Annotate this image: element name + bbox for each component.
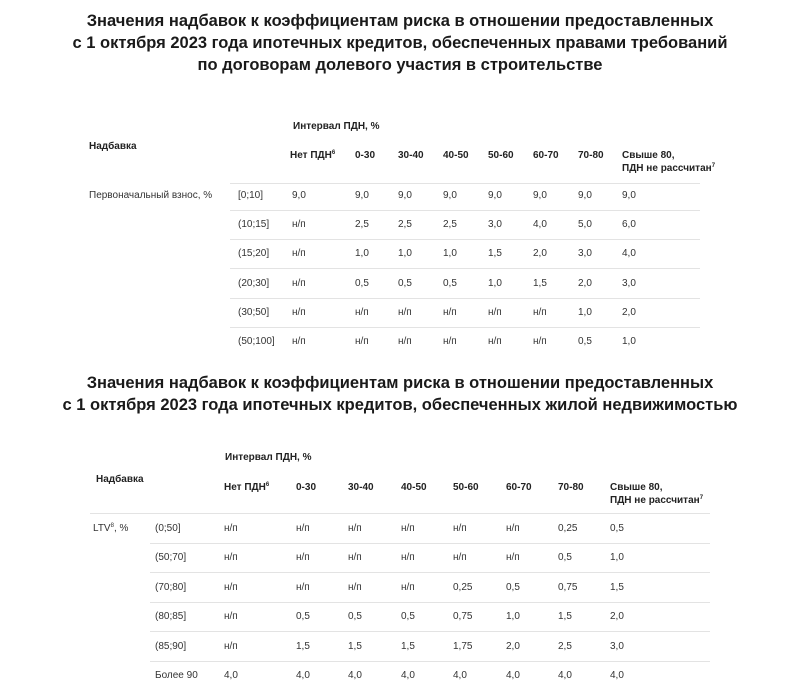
table1-cell: 9,0 [292, 190, 306, 201]
table1-cell: 9,0 [533, 190, 547, 201]
table2-col-header: 40-50 [401, 482, 427, 493]
table2-cell: н/п [401, 523, 415, 534]
table1-cell: н/п [488, 336, 502, 347]
table2-col-header: 0-30 [296, 482, 317, 493]
table1-col-header: 30-40 [398, 150, 424, 161]
table1-cell: 0,5 [355, 277, 369, 289]
table2-col-header: Свыше 80, [610, 482, 663, 493]
table2-cell: н/п [453, 523, 467, 534]
table2-title-line: Значения надбавок к коэффициентам риска в отношении предоставленных [86, 374, 714, 392]
table2-cell: 1,75 [453, 640, 473, 652]
table1-cell: 1,5 [488, 248, 502, 260]
table1-title-line: по договорам долевого участия в строительстве [197, 56, 603, 74]
table2-cell: н/п [348, 523, 362, 534]
table2-cell: 4,0 [348, 670, 362, 681]
table1-cell: 1,5 [533, 277, 547, 289]
table1-cell: н/п [533, 336, 547, 347]
table2-cell: 1,5 [558, 611, 572, 623]
table2-row-range: Более 90 [155, 670, 198, 681]
table1-interval-label: Интервал ПДН, % [293, 121, 380, 132]
table1-col-header: 40-50 [443, 150, 469, 161]
table2-row-divider [150, 661, 710, 662]
table1-col-header: 50-60 [488, 150, 514, 161]
table2-cell: н/п [506, 523, 520, 534]
table1-cell: 9,0 [622, 190, 636, 201]
table2-cell: 4,0 [453, 670, 467, 681]
table1-col-header: Свыше 80, [622, 150, 675, 161]
table1-cell: 1,0 [488, 277, 502, 289]
table2-interval-label: Интервал ПДН, % [225, 452, 312, 463]
table2-row-divider [150, 543, 710, 544]
table1-cell: 1,0 [355, 248, 369, 260]
table1-row-divider [230, 298, 700, 299]
table2-cell: 0,5 [558, 552, 572, 564]
table1-row-divider [230, 268, 700, 269]
table2-cell: 1,5 [348, 640, 362, 652]
table1-group-label: Первоначальный взнос, % [89, 190, 213, 201]
table1-row-label: Надбавка [89, 141, 137, 152]
table1-row-divider [230, 210, 700, 211]
table2-col-header: 50-60 [453, 482, 479, 493]
table2-cell: 4,0 [610, 670, 624, 681]
table2-cell: н/п [296, 552, 310, 564]
table2-cell: 2,0 [506, 640, 520, 652]
table2-group-label: LTV$^8$, % [93, 523, 129, 534]
table1-cell: н/п [292, 248, 306, 260]
table1-cell: 1,0 [443, 248, 457, 260]
table2-cell: 1,5 [296, 640, 310, 652]
table2-col-header: 70-80 [558, 482, 584, 493]
table2-cell: 0,25 [558, 523, 578, 534]
table1-cell: н/п [443, 336, 457, 347]
table1-cell: н/п [355, 306, 369, 318]
table2-col-header: 60-70 [506, 482, 532, 493]
table1-cell: 2,5 [398, 219, 412, 231]
table2-row-label: Надбавка [96, 474, 144, 485]
table1-row-range: (50;100] [238, 336, 275, 347]
table1-cell: 3,0 [488, 219, 502, 231]
table2-cell: 0,75 [453, 611, 473, 623]
table1-cell: н/п [292, 277, 306, 289]
table2-cell: 4,0 [224, 670, 238, 681]
table2-cell: 0,5 [401, 611, 415, 623]
table1-cell: 0,5 [398, 277, 412, 289]
table1-cell: 0,5 [578, 336, 592, 347]
table1-row-divider [230, 239, 700, 240]
table2-row-range: (70;80] [155, 581, 187, 593]
table1-cell: 9,0 [355, 190, 369, 201]
table2-row-range: (80;85] [155, 611, 187, 623]
table2-cell: 4,0 [558, 670, 572, 681]
table1-cell: 0,5 [443, 277, 457, 289]
table1-cell: 1,0 [578, 306, 592, 318]
table1-row-range: (30;50] [238, 306, 270, 318]
table1-title [0, 10, 800, 76]
table1-col-header: 60-70 [533, 150, 559, 161]
table1-cell: 9,0 [443, 190, 457, 201]
table1-cell: 9,0 [398, 190, 412, 201]
table1-row-range: [0;10] [238, 190, 264, 201]
table1-cell: 1,0 [622, 336, 636, 347]
table2-cell: 1,5 [610, 581, 624, 593]
table2-title-line: с 1 октября 2023 года ипотечных кредитов, обеспеченных жилой недвижимостью [62, 396, 738, 414]
table1-cell: 4,0 [533, 219, 547, 231]
table1-row-range: (10;15] [238, 219, 270, 231]
table1-cell: 2,0 [533, 248, 547, 260]
table2-cell: н/п [453, 552, 467, 564]
table1-col-header-line2: ПДН не рассчитан$^7$ [622, 163, 716, 174]
table2-cell: 4,0 [296, 670, 310, 681]
table1-title-line: с 1 октября 2023 года ипотечных кредитов, обеспеченных правами требований [72, 34, 728, 52]
table2-cell: н/п [401, 552, 415, 564]
table2-cell: н/п [224, 581, 238, 593]
table1-cell: н/п [533, 306, 547, 318]
table1-cell: 3,0 [578, 248, 592, 260]
table2-cell: 2,5 [558, 640, 572, 652]
table2-cell: н/п [348, 581, 362, 593]
table2-cell: 1,5 [401, 640, 415, 652]
table2-cell: 4,0 [401, 670, 415, 681]
table2-cell: н/п [296, 523, 310, 534]
table1-cell: н/п [488, 306, 502, 318]
table2-cell: н/п [296, 581, 310, 593]
table2-header-divider [90, 513, 710, 514]
table2-cell: 1,0 [610, 552, 624, 564]
table1-col-header: 70-80 [578, 150, 604, 161]
table1-row-range: (15;20] [238, 248, 270, 260]
table1-cell: н/п [292, 306, 306, 318]
table2-cell: н/п [224, 523, 238, 534]
table2-cell: 4,0 [506, 670, 520, 681]
table1-cell: 2,5 [355, 219, 369, 231]
table1-cell: н/п [292, 336, 306, 347]
table1-col-header: 0-30 [355, 150, 376, 161]
table1-cell: 4,0 [622, 248, 636, 260]
table2-cell: 0,25 [453, 581, 473, 593]
table2-cell: 2,0 [610, 611, 624, 623]
table1-col-header: Нет ПДН$^6$ [290, 150, 336, 161]
table1-cell: 3,0 [622, 277, 636, 289]
table2-cell: 0,5 [506, 581, 520, 593]
table2-row-divider [150, 631, 710, 632]
table2-col-header: 30-40 [348, 482, 374, 493]
table1-cell: 9,0 [578, 190, 592, 201]
table2-col-header-line2: ПДН не рассчитан$^7$ [610, 495, 704, 506]
table2-title [0, 372, 800, 416]
table2-row-range: (85;90] [155, 640, 187, 652]
table1-row-range: (20;30] [238, 277, 270, 289]
table1-cell: 2,0 [622, 306, 636, 318]
table1-cell: н/п [443, 306, 457, 318]
table2-cell: н/п [224, 611, 238, 623]
table2-cell: н/п [224, 552, 238, 564]
table1-cell: 2,5 [443, 219, 457, 231]
table2-row-divider [150, 602, 710, 603]
table1-cell: 6,0 [622, 219, 636, 231]
table1-cell: н/п [398, 336, 412, 347]
table1-cell: н/п [355, 336, 369, 347]
table2-cell: н/п [348, 552, 362, 564]
table1-cell: н/п [292, 219, 306, 231]
table2-row-divider [150, 572, 710, 573]
table2-cell: 3,0 [610, 640, 624, 652]
table2-col-header: Нет ПДН$^6$ [224, 482, 270, 493]
table2-cell: 0,5 [610, 523, 624, 534]
table1-title-line: Значения надбавок к коэффициентам риска в отношении предоставленных [86, 12, 714, 30]
table2-cell: 1,0 [506, 611, 520, 623]
table2-cell: 0,75 [558, 581, 578, 593]
table2-row-range: (50;70] [155, 552, 187, 564]
table2-cell: н/п [401, 581, 415, 593]
table2-cell: 0,5 [348, 611, 362, 623]
table2-cell: 0,5 [296, 611, 310, 623]
table1-row-divider [230, 327, 700, 328]
table2-row-range: (0;50] [155, 523, 181, 534]
table1-cell: 1,0 [398, 248, 412, 260]
table1-header-divider [230, 183, 700, 184]
table2-cell: н/п [506, 552, 520, 564]
table1-cell: н/п [398, 306, 412, 318]
table1-cell: 2,0 [578, 277, 592, 289]
table1-cell: 5,0 [578, 219, 592, 231]
table1-cell: 9,0 [488, 190, 502, 201]
table2-cell: н/п [224, 640, 238, 652]
